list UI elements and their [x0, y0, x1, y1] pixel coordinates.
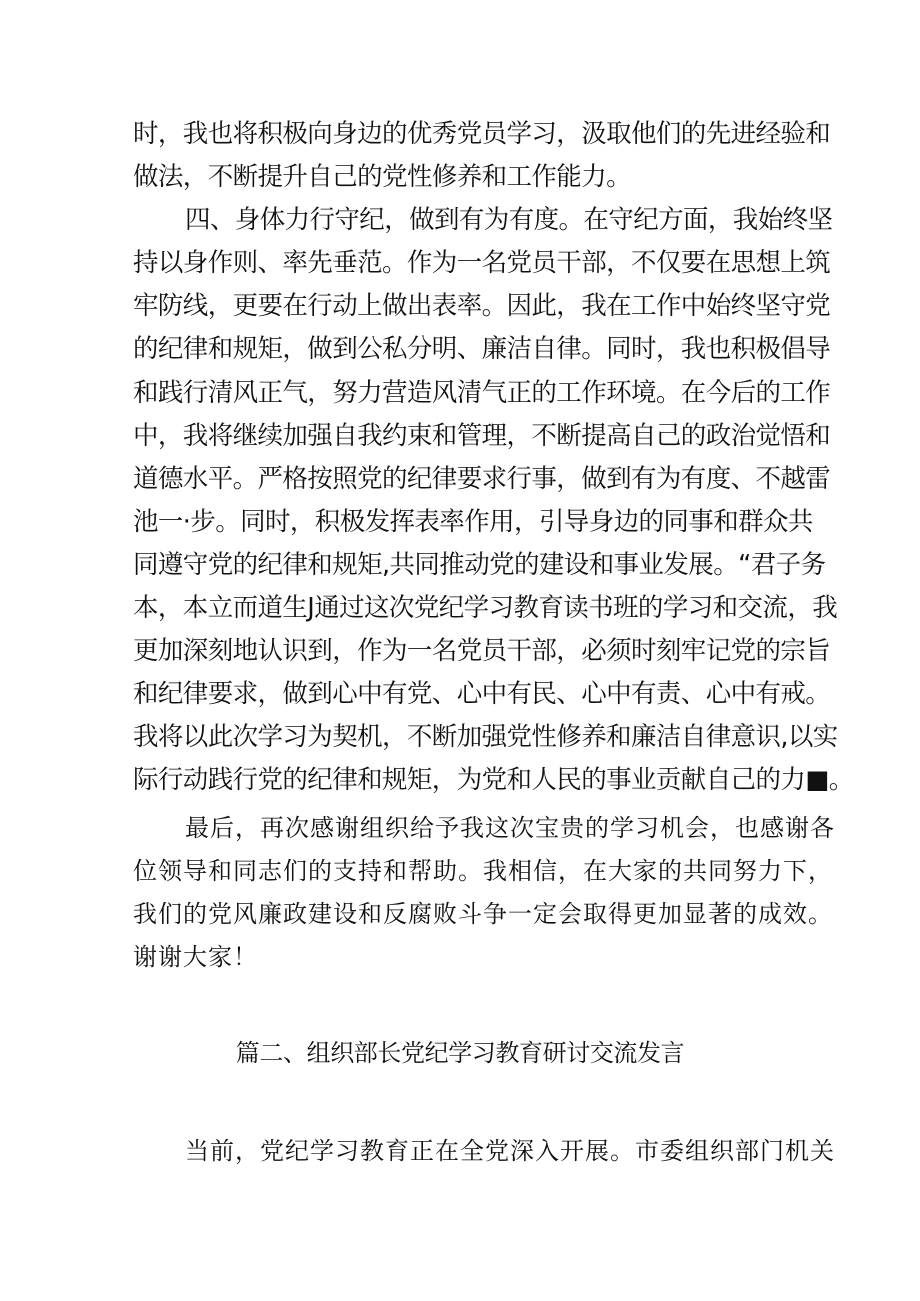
body-text-line: 我将以此次学习为契机，不断加强党性修养和廉洁自律意识,以实 [133, 722, 838, 752]
section-four-first-line: 四、身体力行守纪，做到有为有度。在守纪方面，我始终坚 [185, 205, 833, 235]
body-text-line: 的纪律和规矩，做到公私分明、廉洁自律。同时，我也积极倡导 [133, 334, 831, 364]
next-paragraph-first-line: 当前，党纪学习教育正在全党深入开展。市委组织部门机关 [185, 1137, 835, 1165]
body-text-line: 我们的党风廉政建设和反腐败斗争一定会取得更加显著的成效。 [133, 900, 833, 928]
section-heading: 篇二、组织部长党纪学习教育研讨交流发言 [235, 1039, 685, 1067]
closing-first-line: 最后，再次感谢组织给予我这次宝贵的学习机会，也感谢各 [185, 814, 835, 842]
body-text-line: 际行动践行党的纪律和规矩，为党和人民的事业贡献自己的力■。 [133, 765, 854, 795]
body-text-line: 道德水平。严格按照党的纪律要求行事，做到有为有度、不越雷 [133, 464, 831, 494]
body-text-line: 池一·步。同时，积极发挥表率作用，引导身边的同事和群众共 [133, 507, 813, 537]
body-text-line: 更加深刻地认识到，作为一名党员干部，必须时刻牢记党的宗旨 [133, 636, 831, 666]
body-text-line: 时，我也将积极向身边的优秀党员学习，汲取他们的先进经验和 [133, 119, 831, 149]
body-text-line: 谢谢大家！ [133, 943, 258, 971]
body-text-line: 牢防线，更要在行动上做出表率。因此，我在工作中始终坚守党 [133, 291, 831, 321]
body-text-line: 同遵守党的纪律和规矩,共同推动党的建设和事业发展。“君子务 [133, 550, 826, 580]
body-text-line: 位领导和同志们的支持和帮助。我相信，在大家的共同努力下， [133, 857, 833, 885]
body-text-line: 本，本立而道生J通过这次党纪学习教育读书班的学习和交流，我 [133, 593, 838, 623]
body-text-line: 持以身作则、率先垂范。作为一名党员干部，不仅要在思想上筑 [133, 248, 831, 278]
body-text-line: 和践行清风正气，努力营造风清气正的工作环境。在今后的工作 [133, 378, 831, 408]
body-text-line: 中，我将继续加强自我约束和管理，不断提高自己的政治觉悟和 [133, 421, 831, 451]
body-text-line: 做法，不断提升自己的党性修养和工作能力。 [133, 162, 632, 192]
body-text-line: 和纪律要求，做到心中有党、心中有民、心中有责、心中有戒。 [133, 679, 831, 709]
